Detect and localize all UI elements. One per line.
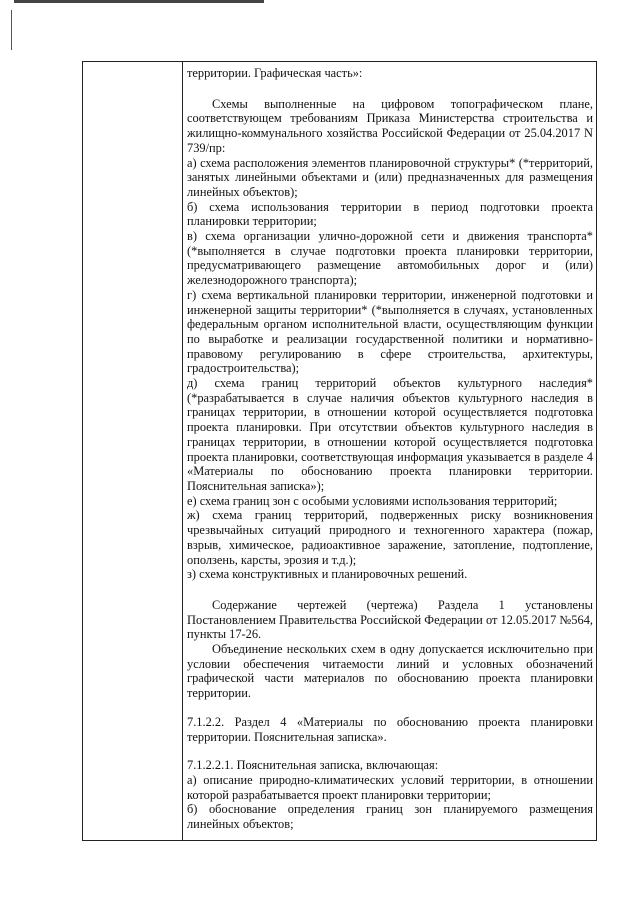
list-item-a: а) схема расположения элементов планировочной структуры* (*территорий, занятых линейными объектами и (или) предназначенных для размещения линейных объектов);: [187, 155, 593, 199]
list-item-v: в) схема организации улично-дорожной сети и движения транспорта* (*выполняется в случае подготовки проекта планировки территории, предусматривающего размещение автомобильных дорог и (или) железнодорожного транспорта);: [187, 229, 593, 288]
list-item-a-climate: а) описание природно-климатических условий территории, в отношении которой разрабатывается проект планировки территории;: [187, 772, 593, 802]
table-column-divider: [182, 61, 183, 841]
list-item-zh: ж) схема границ территорий, подверженных риску возникновения чрезвычайных ситуаций природного и техногенного характера (пожар, взрыв, химическое, радиоактивное заражение, затопление, подтопление, оползень, карсты, эрозия и т.д.);: [187, 508, 593, 567]
paragraph-graphic-part-tail: территории. Графическая часть»:: [187, 66, 363, 80]
list-item-z: з) схема конструктивных и планировочных решений.: [187, 567, 468, 582]
section-heading-7-1-2-2: 7.1.2.2. Раздел 4 «Материалы по обоснованию проекта планировки территории. Пояснительная записка».: [187, 714, 593, 744]
list-item-d: д) схема границ территорий объектов культурного наследия* (*разрабатывается в случае наличия объектов культурного наследия в границах территории, в отношении которой осуществляется подготовка проекта планировки. При отсутствии объектов культурного наследия в границах территории, в отношении которой осуществляется подготовка проекта планировки, соответствующая информация указывается в разделе 4 «Материалы по обоснованию проекта планировки территории. Пояснительная записка»);: [187, 376, 593, 493]
left-margin-mark: [11, 10, 12, 50]
list-item-b-zones: б) обоснование определения границ зон планируемого размещения линейных объектов;: [187, 802, 593, 832]
paragraph-drawings-content: Содержание чертежей (чертежа) Раздела 1 установлены Постановлением Правительства Российской Федерации от 12.05.2017 №564, пункты 17-26.: [187, 597, 593, 642]
section-heading-7-1-2-2-1: 7.1.2.2.1. Пояснительная записка, включающая:: [187, 758, 439, 773]
top-scan-rule: [14, 0, 264, 3]
list-item-e: е) схема границ зон с особыми условиями использования территорий;: [187, 493, 558, 508]
list-item-g: г) схема вертикальной планировки территории, инженерной подготовки и инженерной защиты территории* (*выполняется в случаях, установленных федеральным органом исполнительной власти, осуществляющим функции по выработке и реализации государственной политики и нормативно-правовому регулированию в сфере строительства, архитектуры, градостроительства);: [187, 287, 593, 376]
paragraph-schemes-merge: Объединение нескольких схем в одну допускается исключительно при условии обеспечения читаемости линий и условных обозначений графической части материалов по обоснованию проекта планировки территории.: [187, 642, 593, 701]
document-text-cell: [187, 66, 593, 832]
paragraph-schemes-intro: Схемы выполненные на цифровом топографическом плане, соответствующем требованиям Приказа Министерства строительства и жилищно-коммунального хозяйства Российской Федерации от 25.04.2017 N 739/пр:: [187, 96, 593, 155]
list-item-b: б) схема использования территории в период подготовки проекта планировки территории;: [187, 199, 593, 229]
